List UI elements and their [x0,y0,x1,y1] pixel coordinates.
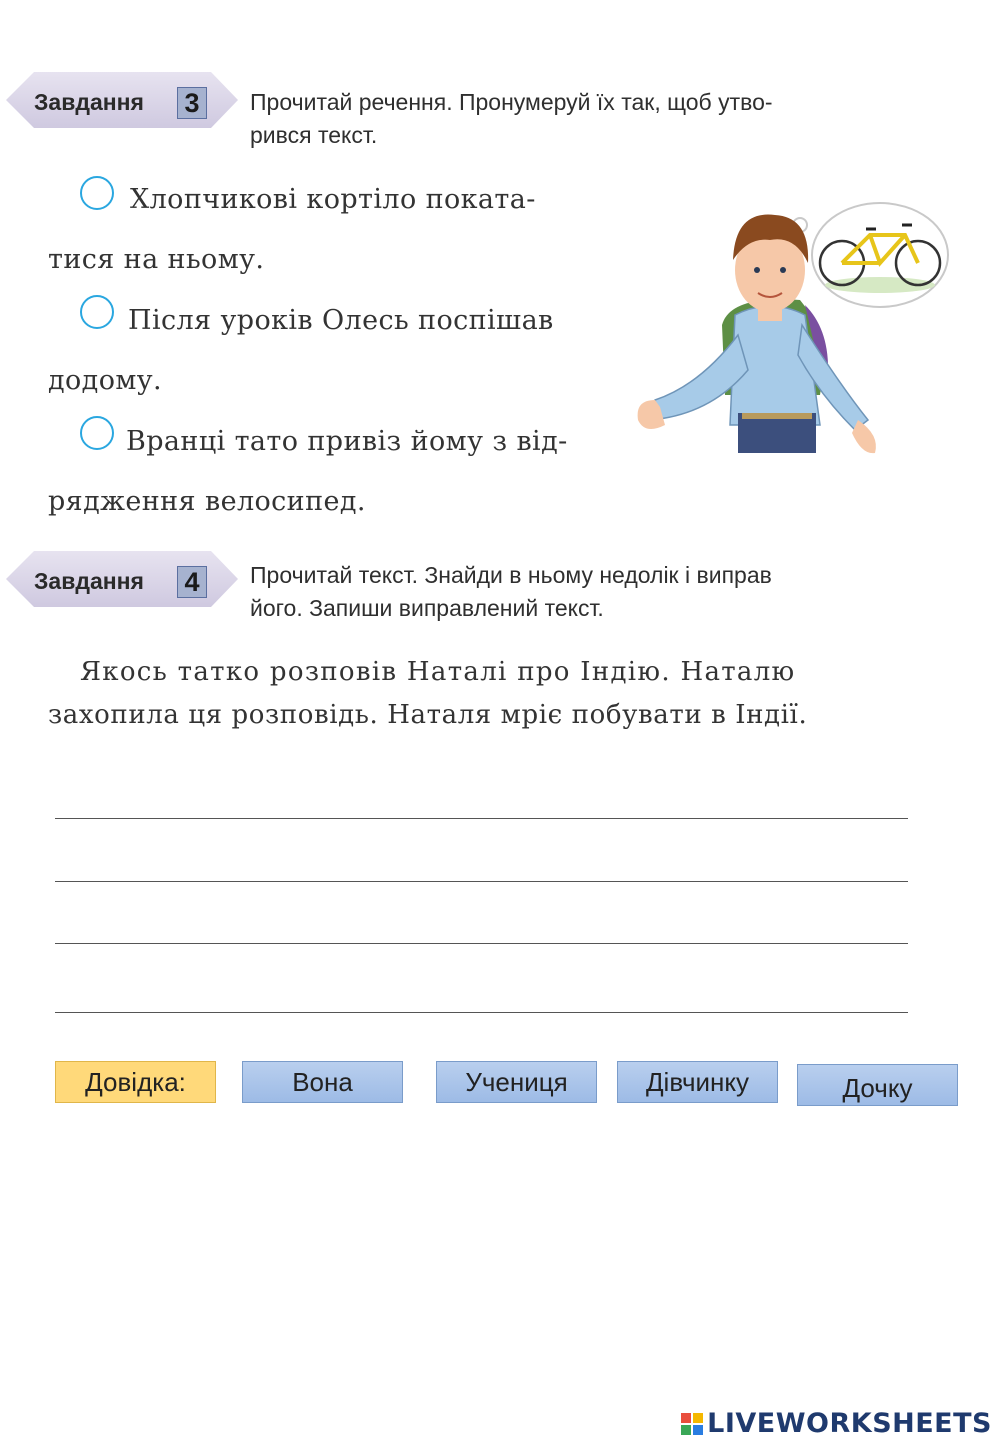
order-circle-2[interactable] [80,295,114,329]
order-circle-3[interactable] [80,416,114,450]
hint-word-vona[interactable]: Вона [242,1061,403,1103]
brand-name: LIVEWORKSHEETS [707,1408,992,1439]
sentence-3-line2: рядження велосипед. [48,486,366,517]
task4-badge-label: Завдання [34,568,144,594]
task4-badge-number: 4 [177,566,207,598]
task3-instruction-line2: рився текст. [250,122,378,148]
answer-line-2[interactable] [55,881,908,882]
task3-instruction-line1: Прочитай речення. Пронумеруй їх так, щоб утво- [250,89,773,115]
sentence-1-line1: Хлопчикові кортіло поката- [130,184,536,215]
hint-word-uchenytsia[interactable]: Учениця [436,1061,597,1103]
liveworksheets-brand [681,1408,992,1439]
task3-badge-number: 3 [177,87,207,119]
task4-text-line2: захопила ця розповідь. Наталя мріє побувати в Індії. [48,700,808,730]
task4-text-line1: Якось татко розповів Наталі про Індію. Наталю [80,657,796,687]
answer-line-3[interactable] [55,943,908,944]
sentence-3-line1: Вранці тато привіз йому з від- [126,426,568,457]
answer-line-1[interactable] [55,818,908,819]
task4-instruction-line2: його. Запиши виправлений текст. [250,595,604,621]
task4-instruction-line1: Прочитай текст. Знайди в ньому недолік і виправ [250,562,772,588]
task3-badge-label: Завдання [34,89,144,115]
boy-with-bicycle-illustration [630,185,970,470]
hint-word-divchynku[interactable]: Дівчинку [617,1061,778,1103]
sentence-1-line2: тися на ньому. [48,244,265,275]
liveworksheets-logo-icon [681,1413,703,1435]
hint-word-dochku[interactable]: Дочку [797,1064,958,1106]
sentence-2-line1: Після уроків Олесь поспішав [128,305,554,336]
order-circle-1[interactable] [80,176,114,210]
hint-label: Довідка: [55,1061,216,1103]
sentence-2-line2: додому. [48,365,163,396]
answer-line-4[interactable] [55,1012,908,1013]
